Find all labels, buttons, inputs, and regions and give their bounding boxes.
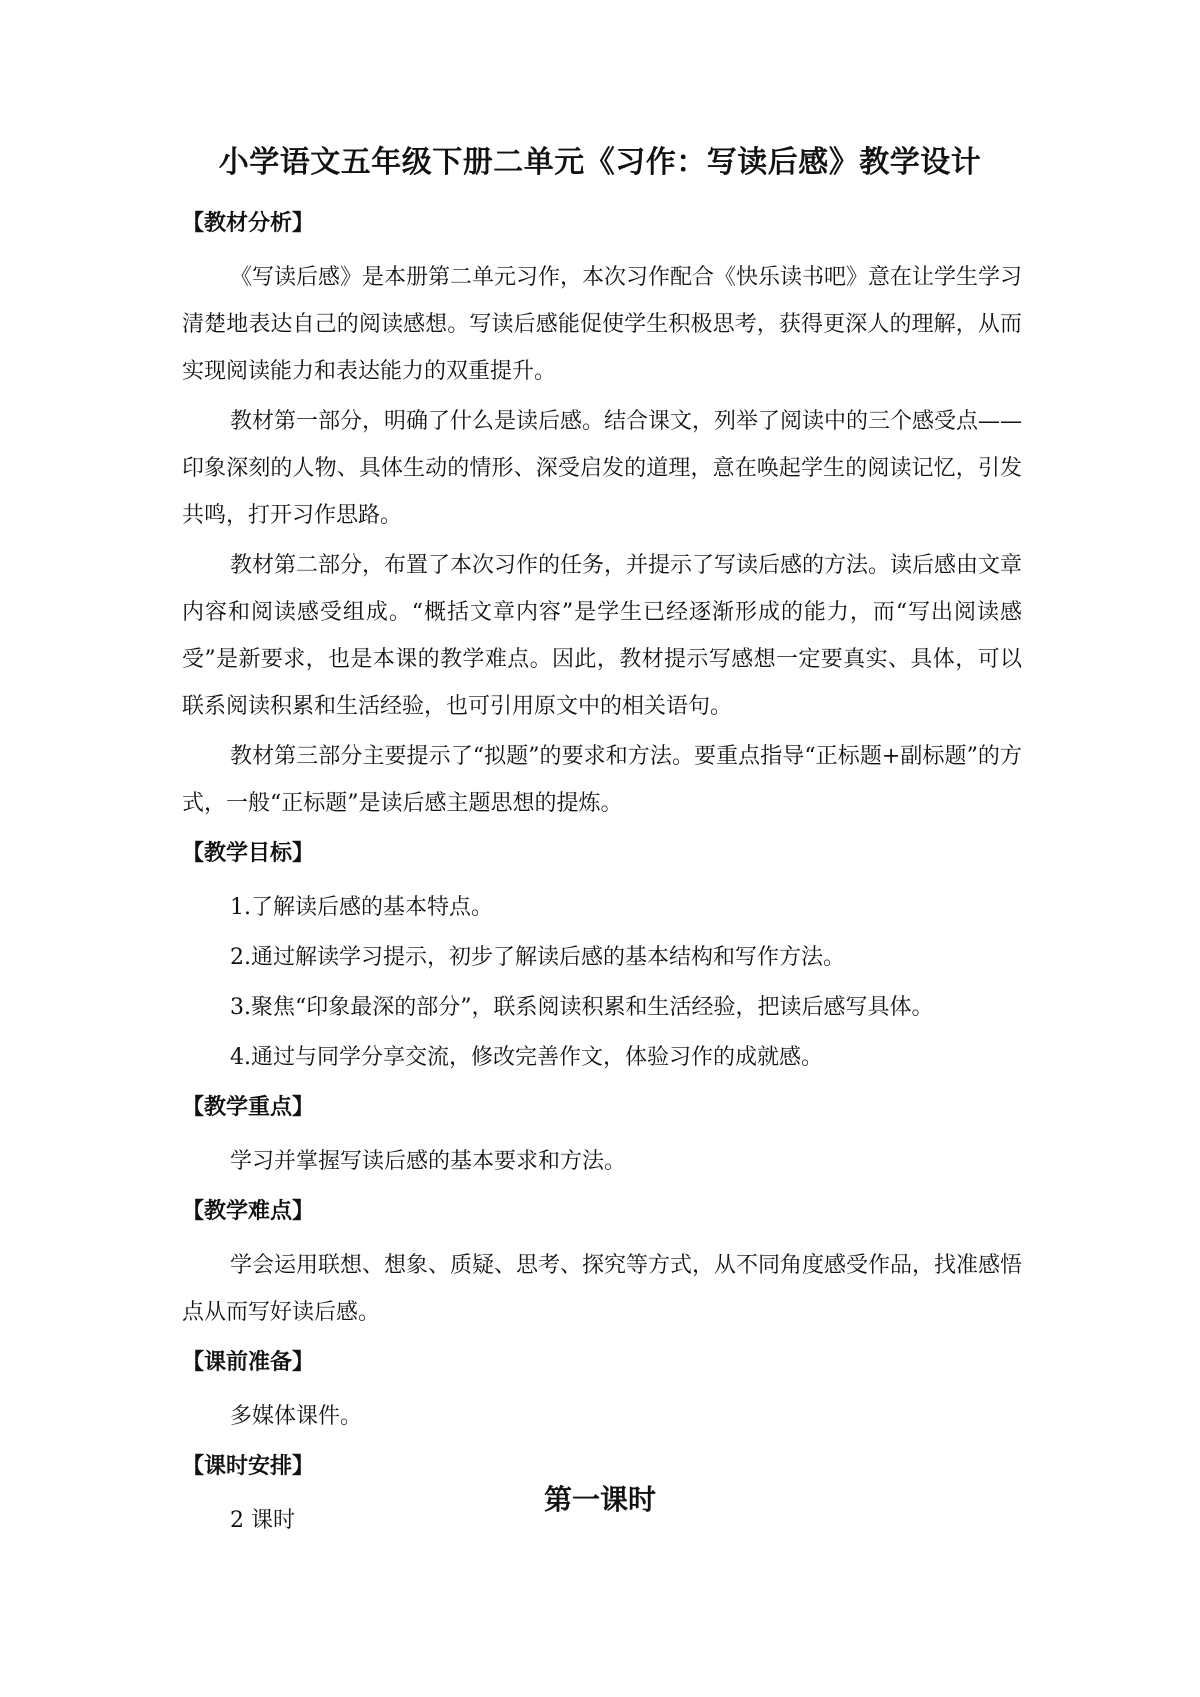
goal-item: 4.通过与同学分享交流，修改完善作文，体验习作的成就感。 xyxy=(230,1045,823,1070)
section-heading-goals: 【教学目标】 xyxy=(182,841,315,866)
section-heading-schedule: 【课时安排】 xyxy=(182,1454,315,1479)
preparation-text: 多媒体课件。 xyxy=(230,1404,363,1429)
key-points-text: 学习并掌握写读后感的基本要求和方法。 xyxy=(230,1149,627,1174)
section-heading-preparation: 【课前准备】 xyxy=(182,1350,315,1375)
goal-item: 3.聚焦“印象最深的部分”，联系阅读积累和生活经验，把读后感写具体。 xyxy=(230,995,934,1020)
goal-item: 2.通过解读学习提示，初步了解读后感的基本结构和写作方法。 xyxy=(230,945,845,970)
document-title: 小学语文五年级下册二单元《习作：写读后感》教学设计 xyxy=(218,145,982,180)
goal-item: 1.了解读后感的基本特点。 xyxy=(230,895,493,920)
section-heading-key-points: 【教学重点】 xyxy=(182,1095,315,1120)
analysis-paragraph-2: 教材第一部分，明确了什么是读后感。结合课文，列举了阅读中的三个感受点——印象深刻的人物、具体生动的情形、深受启发的道理，意在唤起学生的阅读记忆，引发共鸣，打开习作思路。 xyxy=(182,409,1023,528)
document-body xyxy=(182,204,1022,1547)
schedule-text: 2 课时 xyxy=(230,1508,295,1533)
analysis-paragraph-4: 教材第三部分主要提示了“拟题”的要求和方法。要重点指导“正标题+副标题”的方式，一般“正标题”是读后感主题思想的提炼。 xyxy=(182,744,1022,816)
analysis-paragraph-1: 《写读后感》是本册第二单元习作，本次习作配合《快乐读书吧》意在让学生学习清楚地表达自己的阅读感想。写读后感能促使学生积极思考，获得更深人的理解，从而实现阅读能力和表达能力的双重提升。 xyxy=(182,265,1023,384)
section-heading-difficulties: 【教学难点】 xyxy=(182,1199,315,1224)
difficulties-text: 学会运用联想、想象、质疑、思考、探究等方式，从不同角度感受作品，找准感悟点从而写好读后感。 xyxy=(182,1253,1023,1325)
lesson-title: 第一课时 xyxy=(543,1483,656,1516)
analysis-paragraph-3: 教材第二部分，布置了本次习作的任务，并提示了写读后感的方法。读后感由文章内容和阅读感受组成。“概括文章内容”是学生已经逐渐形成的能力，而“写出阅读感受”是新要求，也是本课的教学难点。因此，教材提示写感想一定要真实、具体，可以联系阅读积累和生活经验，也可引用原文中的相关语句。 xyxy=(182,553,1023,719)
section-heading-analysis: 【教材分析】 xyxy=(182,211,315,236)
